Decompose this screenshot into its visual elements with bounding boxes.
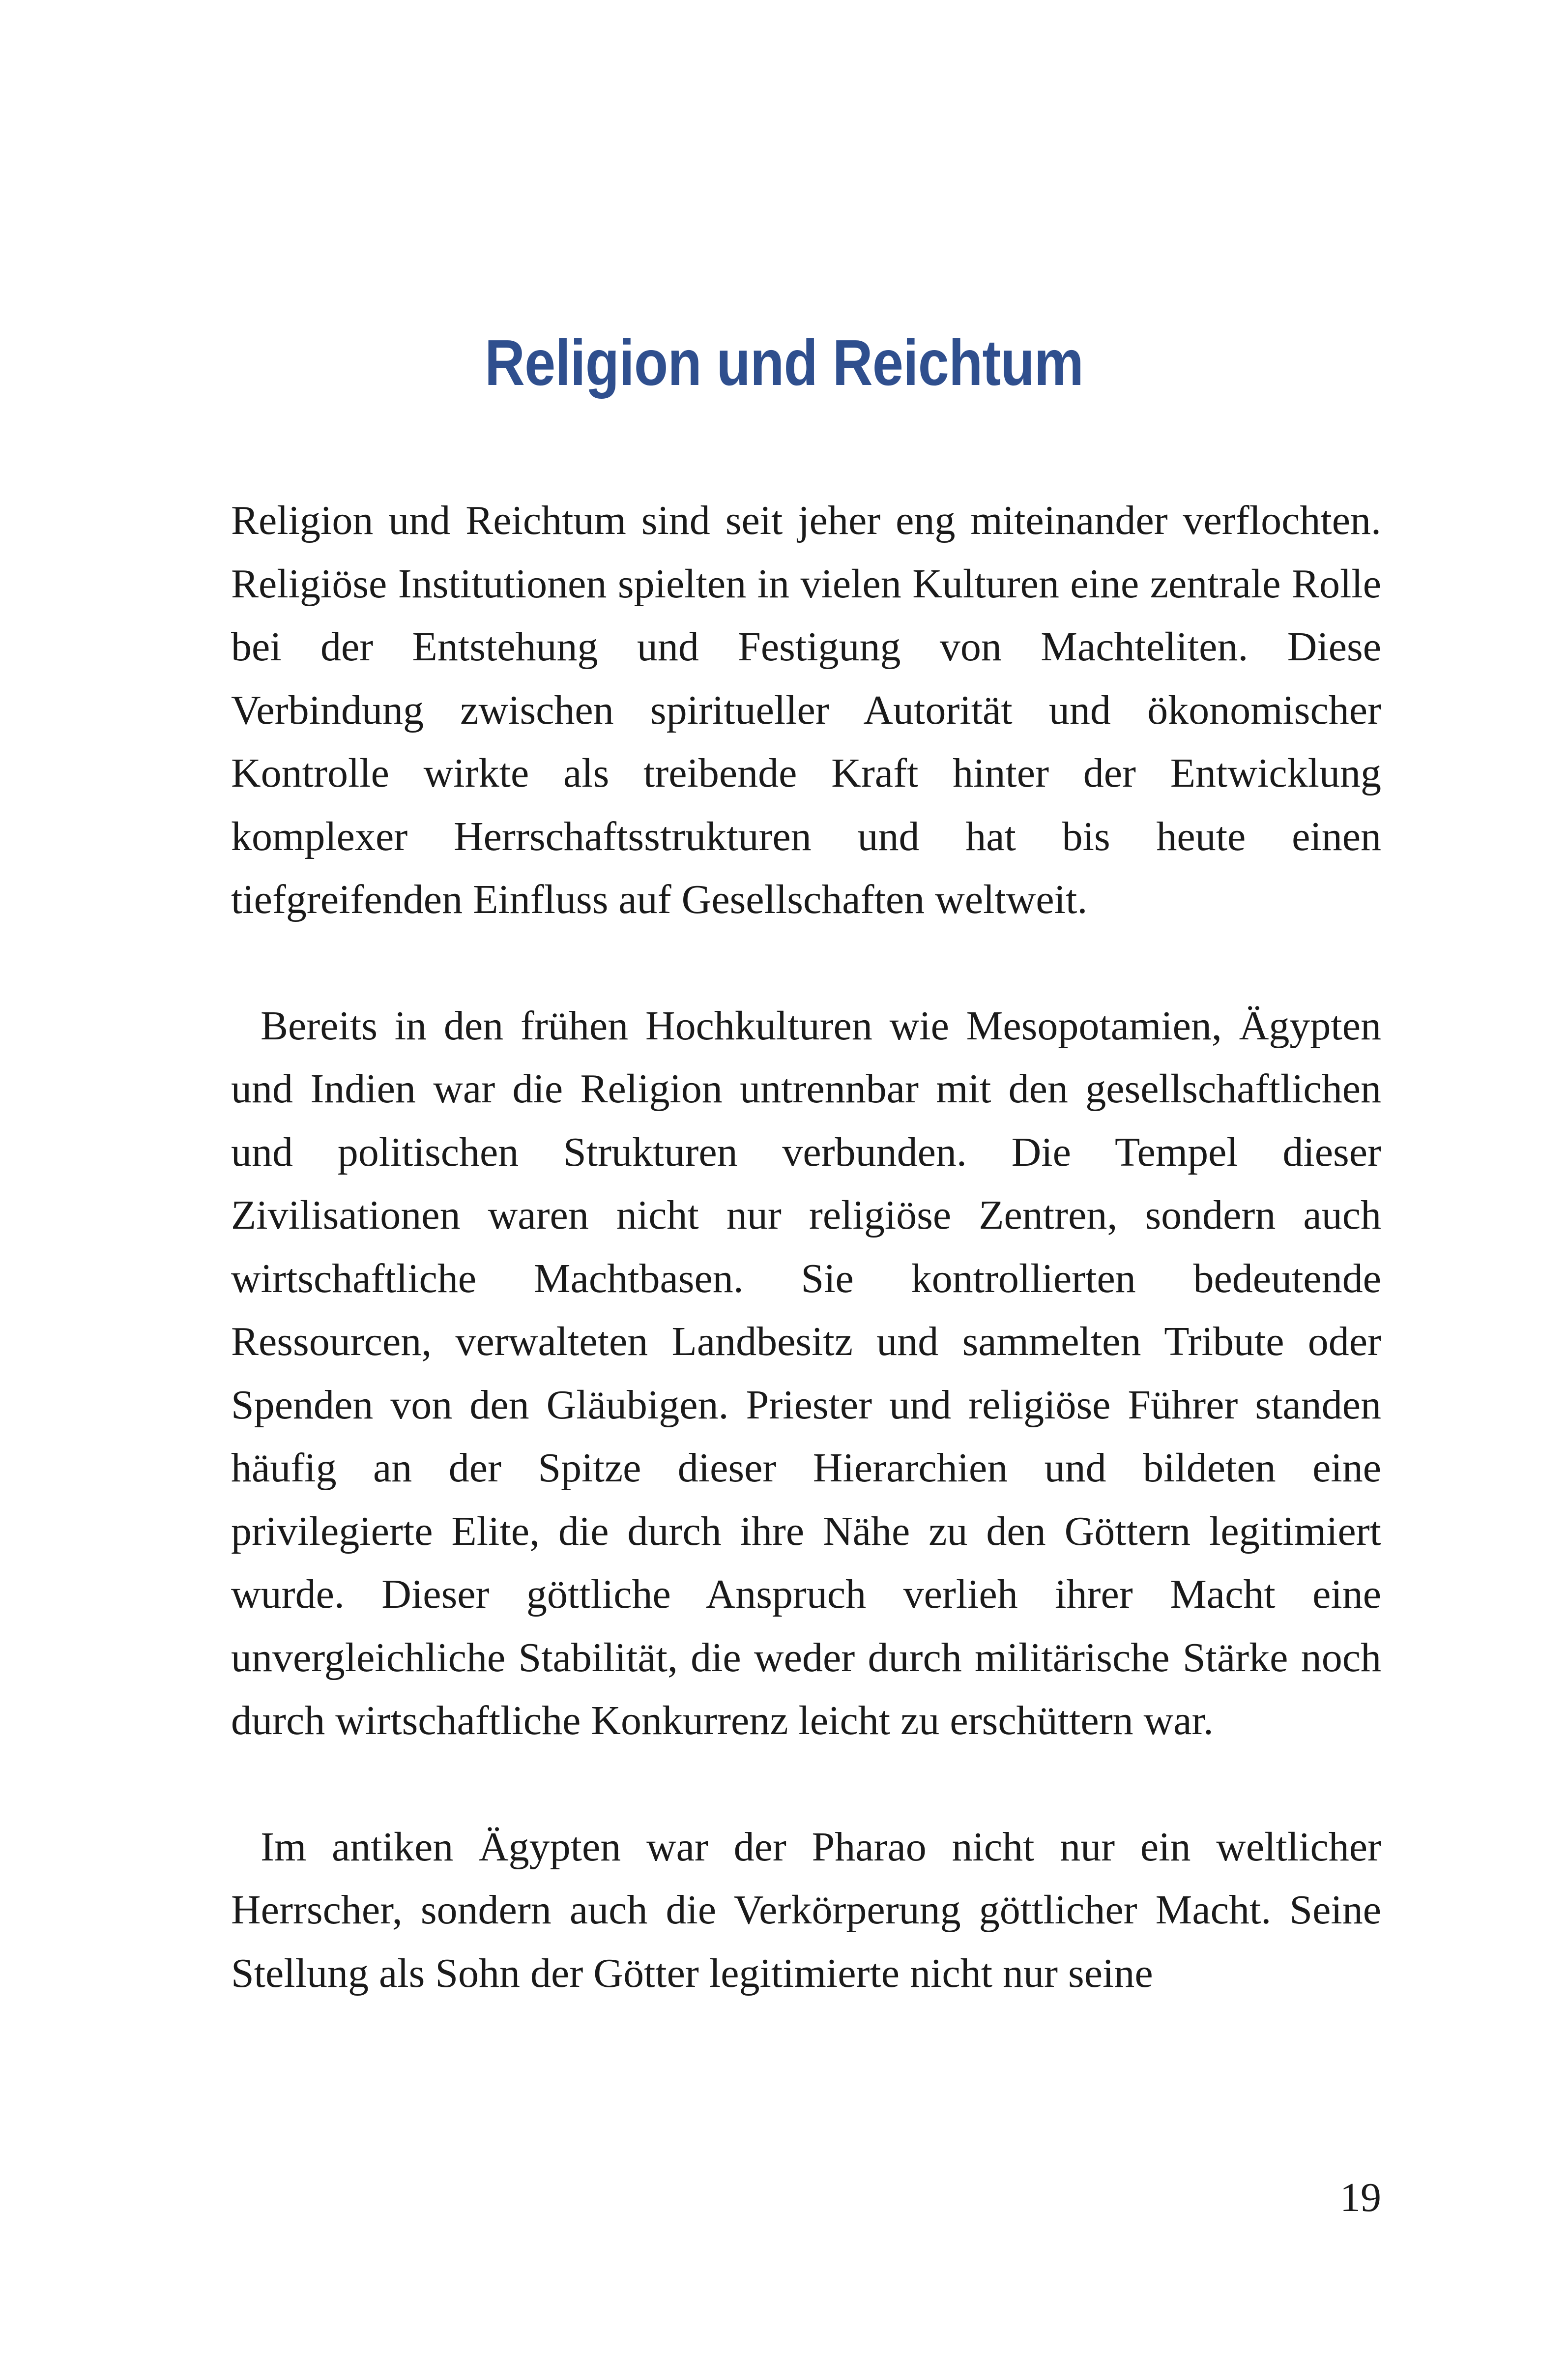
page-number: 19 — [1340, 2175, 1381, 2220]
body-text — [231, 489, 1381, 2068]
paragraph-2: Bereits in den frühen Hochkulturen wie Mesopotamien, Ägypten und Indien war die Religion untrennbar mit den gesellschaftlichen und politischen Strukturen verbunden. Die Tempel dieser Zivilisationen waren nicht nur religiöse Zentren, sondern auch wirtschaftliche Machtbasen. Sie kontrollierten bedeutende Ressourcen, verwalteten Landbesitz und sammelten Tribute oder Spenden von den Gläubigen. Priester und religiöse Führer standen häufig an der Spitze dieser Hierarchien und bildeten eine privilegierte Elite, die durch ihre Nähe zu den Göttern legitimiert wurde. Dieser göttliche Anspruch verlieh ihrer Macht eine unvergleichliche Stabilität, die weder durch militärische Stärke noch durch wirtschaftliche Konkurrenz leicht zu erschüttern war. — [231, 1003, 1381, 1743]
chapter-title: Religion und Reichtum — [484, 326, 1084, 399]
paragraph-3: Im antiken Ägypten war der Pharao nicht nur ein weltlicher Herrscher, sondern auch die Verkörperung göttlicher Macht. Seine Stellung als Sohn der Götter legitimierte nicht nur seine — [231, 1824, 1381, 1996]
paragraph-1: Religion und Reichtum sind seit jeher eng miteinander verflochten. Religiöse Institutionen spielten in vielen Kulturen eine zentrale Rolle bei der Entstehung und Festigung von Machteliten. Diese Verbindung zwischen spiritueller Autorität und ökonomischer Kontrolle wirkte als treibende Kraft hinter der Entwicklung komplexer Herrschaftsstrukturen und hat bis heute einen tiefgreifenden Einfluss auf Gesellschaften weltweit. — [231, 498, 1381, 922]
